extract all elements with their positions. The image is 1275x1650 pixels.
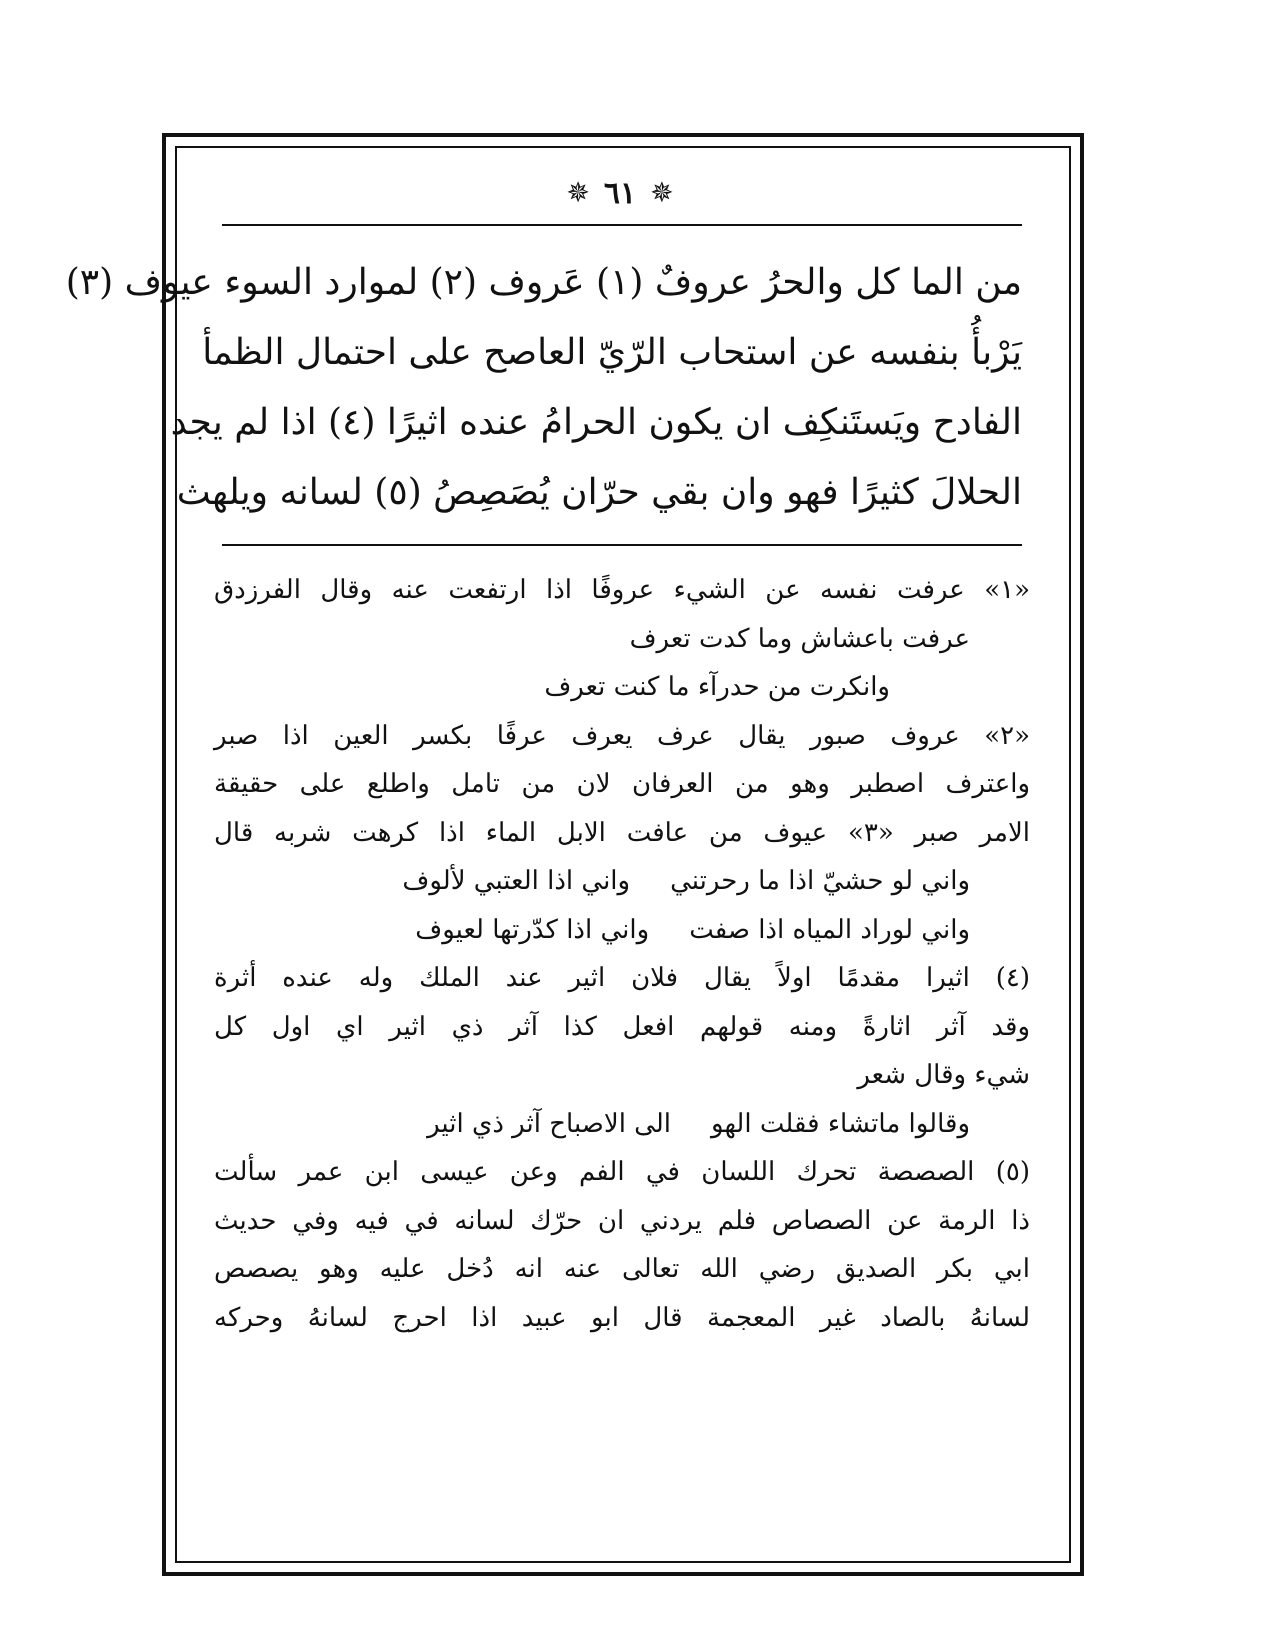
header-rule (222, 224, 1022, 226)
footnote-line: وقد آثر اثارةً ومنه قولهم افعل كذا آثر ذي اثير اي اول كل (214, 1011, 1030, 1042)
verse-hemistich: واني لوراد المياه اذا صفت (689, 914, 970, 945)
footnote-verse: وانكرت من حدرآء ما كنت تعرف (544, 672, 890, 702)
footnote-line: (٤) اثيرا مقدمًا اولاً يقال فلان اثير عند الملك وله عنده أثرة (214, 963, 1030, 993)
footnote-line: شيء وقال شعر (857, 1060, 1030, 1090)
footnotes (214, 566, 1030, 1342)
main-text-line: الفادح ويَستَنكِف ان يكون الحرامُ عنده اثيرًا (٤) اذا لم يجد (170, 402, 1022, 443)
main-text-line: الحلالَ كثيرًا فهو وان بقي حرّان يُصَصِصُ (٥) لسانه ويلهث (176, 472, 1022, 513)
footnote-verse (214, 1100, 1030, 1149)
verse-hemistich: واني لو حشيّ اذا ما رحرتني (670, 866, 970, 896)
verse-hemistich: واني اذا العتبي لألوف (402, 866, 631, 896)
footnote-line: ذا الرمة عن الصصاص فلم يردني ان حرّك لسانه في فيه وفي حديث (214, 1205, 1030, 1236)
footnote-line: «١» عرفت نفسه عن الشيء عروفًا اذا ارتفعت عنه وقال الفرزدق (214, 575, 1030, 605)
main-text (65, 248, 1022, 528)
verse-hemistich: وقالوا ماتشاء فقلت الهو (711, 1108, 970, 1139)
footnote-line: ابي بكر الصديق رضي الله تعالى عنه انه دُخل عليه وهو يصصص (214, 1254, 1030, 1284)
ornament-right-icon: ✵ (650, 176, 674, 209)
footnote-verse: عرفت باعشاش وما كدت تعرف (629, 623, 970, 654)
main-text-line: يَرْبأُ بنفسه عن استحاب الرّيّ العاصح على احتمال الظمأ (202, 332, 1022, 373)
page-header (220, 168, 1020, 218)
footnote-verse (214, 906, 1030, 955)
footnote-rule (222, 544, 1022, 546)
footnote-line: لسانهُ بالصاد غير المعجمة قال ابو عبيد اذا احرج لسانهُ وحركه (214, 1302, 1030, 1333)
footnote-line: الامر صبر «٣» عيوف من عافت الابل الماء اذا كرهت شربه قال (214, 817, 1030, 848)
page-number: ٦١ (603, 175, 637, 211)
footnote-verse (214, 857, 1030, 906)
ornament-left-icon: ✵ (566, 176, 590, 209)
verse-hemistich: واني اذا كدّرتها لعيوف (415, 914, 650, 945)
footnote-line: واعترف اصطبر وهو من العرفان لان من تامل واطلع على حقيقة (214, 769, 1030, 799)
footnote-line: (٥) الصصصة تحرك اللسان في الفم وعن عيسى ابن عمر سألت (214, 1157, 1030, 1187)
footnote-line: «٢» عروف صبور يقال عرف يعرف عرفًا بكسر العين اذا صبر (214, 720, 1030, 751)
main-text-line: من الما كل والحرُ عروفٌ (١) عَروف (٢) لموارد السوء عيوف (٣) (65, 262, 1022, 303)
verse-hemistich: الى الاصباح آثر ذي اثير (427, 1108, 672, 1139)
